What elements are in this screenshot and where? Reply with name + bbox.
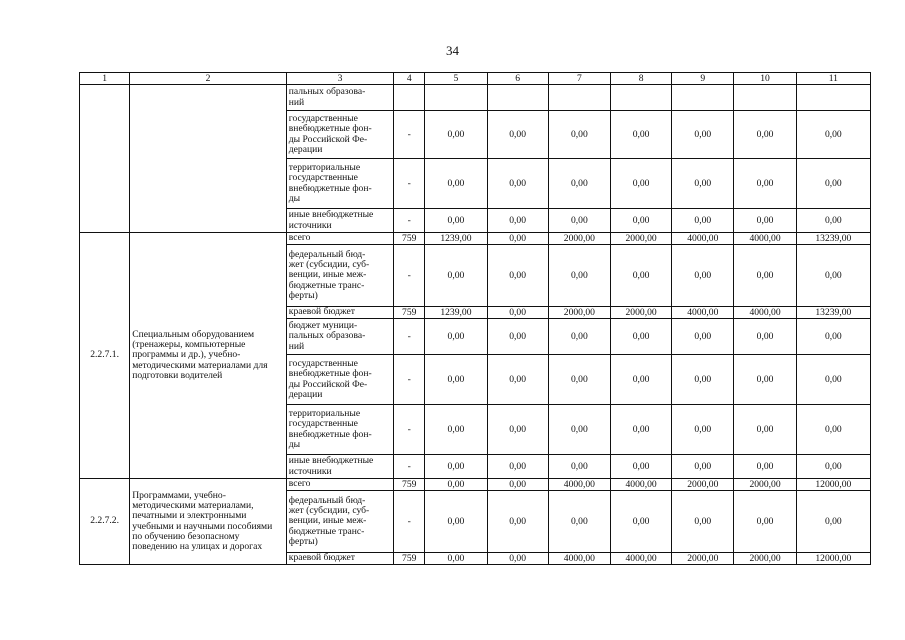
value-cell-col5: 0,00 — [425, 209, 487, 233]
value-cell-col10: 0,00 — [734, 455, 796, 479]
value-cell-col6: 0,00 — [487, 307, 548, 319]
item-code: 2.2.7.2. — [80, 479, 130, 565]
value-cell-col9: 4000,00 — [672, 233, 734, 245]
funding-source-cell: федеральный бюд- жет (субсидии, суб- венции, иные меж- бюджетные транс- ферты) — [286, 491, 393, 553]
value-cell-col5: 0,00 — [425, 405, 487, 455]
value-cell-col7: 0,00 — [548, 455, 610, 479]
value-cell-col11: 0,00 — [796, 245, 870, 307]
value-cell-col10: 0,00 — [734, 491, 796, 553]
value-cell-col8: 2000,00 — [610, 307, 671, 319]
value-cell-col7: 2000,00 — [548, 233, 610, 245]
value-cell-col7: 0,00 — [548, 245, 610, 307]
page-number: 34 — [446, 43, 459, 58]
value-cell-col11: 0,00 — [796, 111, 870, 159]
description-cell-empty — [130, 85, 287, 233]
value-cell-col6: 0,00 — [487, 233, 548, 245]
value-cell-col7: 0,00 — [548, 111, 610, 159]
value-cell-col4: - — [394, 209, 425, 233]
header-row — [80, 73, 871, 85]
value-cell-col6: 0,00 — [487, 319, 548, 355]
value-cell-col10: 0,00 — [734, 159, 796, 209]
funding-source-cell: всего — [286, 479, 393, 491]
value-cell-col6: 0,00 — [487, 209, 548, 233]
value-cell-col11: 0,00 — [796, 405, 870, 455]
value-cell-col10 — [734, 85, 796, 111]
funding-source-cell: государственные внебюджетные фон- ды Российской Фе- дерации — [286, 111, 393, 159]
value-cell-col10: 4000,00 — [734, 233, 796, 245]
value-cell-col7: 4000,00 — [548, 479, 610, 491]
column-header-2: 2 — [130, 73, 287, 85]
value-cell-col6 — [487, 85, 548, 111]
column-header-11: 11 — [796, 73, 870, 85]
funding-source-cell: государственные внебюджетные фон- ды Российской Фе- дерации — [286, 355, 393, 405]
value-cell-col10: 2000,00 — [734, 479, 796, 491]
value-cell-col11: 12000,00 — [796, 479, 870, 491]
value-cell-col9: 2000,00 — [672, 479, 734, 491]
value-cell-col10: 0,00 — [734, 111, 796, 159]
value-cell-col4: - — [394, 491, 425, 553]
value-cell-col6: 0,00 — [487, 111, 548, 159]
value-cell-col9: 0,00 — [672, 319, 734, 355]
value-cell-col7: 4000,00 — [548, 553, 610, 565]
column-header-3: 3 — [286, 73, 393, 85]
value-cell-col9: 0,00 — [672, 405, 734, 455]
value-cell-col4: - — [394, 111, 425, 159]
value-cell-col9: 2000,00 — [672, 553, 734, 565]
value-cell-col11: 0,00 — [796, 209, 870, 233]
value-cell-col11: 0,00 — [796, 355, 870, 405]
value-cell-col6: 0,00 — [487, 553, 548, 565]
column-header-9: 9 — [672, 73, 734, 85]
value-cell-col11: 13239,00 — [796, 307, 870, 319]
value-cell-col10: 2000,00 — [734, 553, 796, 565]
value-cell-col5: 0,00 — [425, 319, 487, 355]
funding-source-cell: федеральный бюд- жет (субсидии, суб- венции, иные меж- бюджетные транс- ферты) — [286, 245, 393, 307]
value-cell-col10: 0,00 — [734, 245, 796, 307]
column-header-10: 10 — [734, 73, 796, 85]
value-cell-col9: 4000,00 — [672, 307, 734, 319]
value-cell-col6: 0,00 — [487, 405, 548, 455]
value-cell-col9: 0,00 — [672, 159, 734, 209]
value-cell-col5: 0,00 — [425, 111, 487, 159]
value-cell-col6: 0,00 — [487, 245, 548, 307]
value-cell-col6: 0,00 — [487, 479, 548, 491]
value-cell-col8: 0,00 — [610, 111, 671, 159]
item-description: Программами, учебно-методическими материалами, печатными и электронными учебными и научными пособиями по обучению безопасному поведению на улицах и дорогах — [130, 479, 287, 565]
value-cell-col7 — [548, 85, 610, 111]
value-cell-col9 — [672, 85, 734, 111]
value-cell-col8: 4000,00 — [610, 553, 671, 565]
value-cell-col9: 0,00 — [672, 209, 734, 233]
value-cell-col8: 0,00 — [610, 319, 671, 355]
value-cell-col11: 12000,00 — [796, 553, 870, 565]
value-cell-col9: 0,00 — [672, 455, 734, 479]
table-row — [80, 479, 871, 491]
funding-source-cell: краевой бюджет — [286, 307, 393, 319]
column-header-5: 5 — [425, 73, 487, 85]
value-cell-col4: - — [394, 245, 425, 307]
value-cell-col4: - — [394, 159, 425, 209]
budget-table — [79, 72, 871, 565]
value-cell-col8: 0,00 — [610, 455, 671, 479]
column-header-1: 1 — [80, 73, 130, 85]
value-cell-col11: 13239,00 — [796, 233, 870, 245]
value-cell-col11: 0,00 — [796, 319, 870, 355]
table-body — [80, 85, 871, 565]
funding-source-cell: территориальные государственные внебюджетные фон- ды — [286, 159, 393, 209]
value-cell-col7: 0,00 — [548, 159, 610, 209]
value-cell-col4: 759 — [394, 307, 425, 319]
value-cell-col5 — [425, 85, 487, 111]
value-cell-col4 — [394, 85, 425, 111]
value-cell-col5: 0,00 — [425, 455, 487, 479]
value-cell-col4: - — [394, 355, 425, 405]
value-cell-col7: 0,00 — [548, 491, 610, 553]
value-cell-col8: 4000,00 — [610, 479, 671, 491]
value-cell-col8: 0,00 — [610, 405, 671, 455]
value-cell-col5: 0,00 — [425, 355, 487, 405]
value-cell-col6: 0,00 — [487, 491, 548, 553]
value-cell-col7: 0,00 — [548, 405, 610, 455]
table-row — [80, 233, 871, 245]
funding-source-cell: бюджет муници- пальных образова- ний — [286, 319, 393, 355]
value-cell-col4: - — [394, 455, 425, 479]
value-cell-col10: 0,00 — [734, 405, 796, 455]
value-cell-col4: 759 — [394, 479, 425, 491]
value-cell-col7: 0,00 — [548, 319, 610, 355]
value-cell-col7: 0,00 — [548, 209, 610, 233]
value-cell-col5: 1239,00 — [425, 307, 487, 319]
value-cell-col5: 0,00 — [425, 491, 487, 553]
value-cell-col8: 0,00 — [610, 355, 671, 405]
value-cell-col8: 0,00 — [610, 491, 671, 553]
value-cell-col5: 0,00 — [425, 159, 487, 209]
value-cell-col7: 2000,00 — [548, 307, 610, 319]
value-cell-col7: 0,00 — [548, 355, 610, 405]
column-header-4: 4 — [394, 73, 425, 85]
value-cell-col6: 0,00 — [487, 159, 548, 209]
column-header-8: 8 — [610, 73, 671, 85]
value-cell-col5: 1239,00 — [425, 233, 487, 245]
column-header-6: 6 — [487, 73, 548, 85]
table-row — [80, 85, 871, 111]
value-cell-col6: 0,00 — [487, 455, 548, 479]
funding-source-cell: краевой бюджет — [286, 553, 393, 565]
column-header-7: 7 — [548, 73, 610, 85]
value-cell-col8: 0,00 — [610, 245, 671, 307]
item-code: 2.2.7.1. — [80, 233, 130, 479]
value-cell-col10: 0,00 — [734, 209, 796, 233]
value-cell-col5: 0,00 — [425, 553, 487, 565]
funding-source-cell: иные внебюджетные источники — [286, 455, 393, 479]
funding-source-cell: всего — [286, 233, 393, 245]
value-cell-col9: 0,00 — [672, 111, 734, 159]
value-cell-col11 — [796, 85, 870, 111]
code-cell-empty — [80, 85, 130, 233]
value-cell-col5: 0,00 — [425, 245, 487, 307]
value-cell-col9: 0,00 — [672, 491, 734, 553]
value-cell-col8: 2000,00 — [610, 233, 671, 245]
value-cell-col8 — [610, 85, 671, 111]
value-cell-col11: 0,00 — [796, 455, 870, 479]
value-cell-col10: 4000,00 — [734, 307, 796, 319]
item-description: Специальным оборудованием (тренажеры, компьютерные программы и др.), учебно-методическими материалами для подготовки водителей — [130, 233, 287, 479]
value-cell-col5: 0,00 — [425, 479, 487, 491]
value-cell-col10: 0,00 — [734, 319, 796, 355]
funding-source-cell: территориальные государственные внебюджетные фон- ды — [286, 405, 393, 455]
value-cell-col9: 0,00 — [672, 355, 734, 405]
value-cell-col10: 0,00 — [734, 355, 796, 405]
value-cell-col4: 759 — [394, 553, 425, 565]
value-cell-col6: 0,00 — [487, 355, 548, 405]
value-cell-col9: 0,00 — [672, 245, 734, 307]
value-cell-col11: 0,00 — [796, 159, 870, 209]
value-cell-col11: 0,00 — [796, 491, 870, 553]
value-cell-col8: 0,00 — [610, 209, 671, 233]
funding-source-cell: пальных образова- ний — [286, 85, 393, 111]
value-cell-col4: - — [394, 319, 425, 355]
funding-source-cell: иные внебюджетные источники — [286, 209, 393, 233]
value-cell-col4: - — [394, 405, 425, 455]
value-cell-col4: 759 — [394, 233, 425, 245]
value-cell-col8: 0,00 — [610, 159, 671, 209]
